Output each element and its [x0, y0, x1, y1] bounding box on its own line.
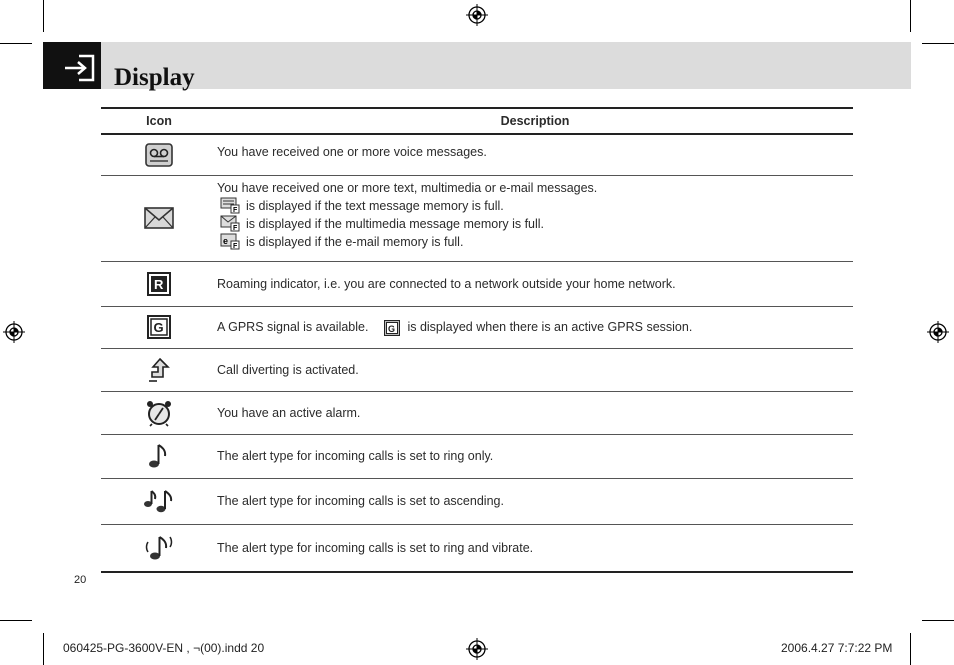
- status-icon-table: [101, 107, 853, 573]
- gprs-icon: [147, 315, 171, 339]
- gprs-active-icon: [384, 320, 400, 336]
- sub-item: [217, 215, 853, 233]
- ring-and-vibrate-icon: [144, 534, 174, 562]
- sub-item-text: is displayed if the text message memory is full.: [246, 198, 504, 213]
- svg-text:F: F: [233, 207, 238, 214]
- table-row: [101, 348, 853, 391]
- row-description: You have received one or more voice messages.: [217, 145, 487, 159]
- sub-item-text: is displayed if the multimedia message memory is full.: [246, 216, 545, 231]
- svg-text:e: e: [223, 236, 229, 246]
- svg-text:G: G: [153, 320, 164, 335]
- table-row: [101, 261, 853, 306]
- enter-arrow-icon: [43, 42, 101, 89]
- svg-text:G: G: [387, 323, 395, 334]
- row-description: The alert type for incoming calls is set to ascending.: [217, 494, 504, 508]
- crop-mark: [922, 620, 954, 621]
- registration-mark-icon: [3, 321, 25, 343]
- page-title: Display: [114, 64, 195, 91]
- table-row: [101, 134, 853, 175]
- table-header-row: [101, 108, 853, 134]
- roaming-icon: [147, 272, 171, 296]
- ascending-ring-icon: [143, 487, 175, 515]
- crop-mark: [43, 0, 44, 32]
- row-description: You have received one or more text, multimedia or e-mail messages.: [217, 180, 598, 195]
- ring-only-icon: [147, 442, 171, 470]
- sub-item-text: is displayed if the e-mail memory is full.: [246, 234, 464, 249]
- svg-text:R: R: [154, 276, 164, 292]
- icon-column-header: Icon: [101, 108, 217, 134]
- table-row: [101, 434, 853, 478]
- crop-mark: [910, 633, 911, 665]
- row-description-extra: is displayed when there is an active GPRS session.: [407, 320, 693, 334]
- page-number: 20: [74, 574, 87, 586]
- voicemail-icon: [145, 142, 173, 168]
- call-divert-icon: [146, 357, 172, 383]
- crop-mark: [43, 633, 44, 665]
- row-description: A GPRS signal is available.: [217, 320, 369, 334]
- crop-mark: [0, 620, 32, 621]
- svg-text:F: F: [233, 225, 238, 232]
- registration-mark-icon: [466, 4, 488, 26]
- alarm-clock-icon: [145, 399, 173, 427]
- registration-mark-icon: [927, 321, 949, 343]
- table-row: [101, 306, 853, 348]
- envelope-icon: [144, 206, 174, 230]
- crop-mark: [0, 43, 32, 44]
- row-description: You have an active alarm.: [217, 405, 361, 420]
- registration-mark-icon: [466, 638, 488, 660]
- email-memory-full-icon: [220, 233, 240, 250]
- sub-item: [217, 233, 853, 251]
- table-row: [101, 478, 853, 524]
- row-description: Roaming indicator, i.e. you are connected to a network outside your home network.: [217, 276, 676, 291]
- table-row: [101, 524, 853, 572]
- multimedia-memory-full-icon: [220, 215, 240, 232]
- footer-timestamp: 2006.4.27 7:7:22 PM: [781, 641, 893, 655]
- table-row: [101, 391, 853, 434]
- footer-file-name: 060425-PG-3600V-EN , ¬(00).indd 20: [63, 641, 265, 655]
- table-row: [101, 175, 853, 261]
- row-description: The alert type for incoming calls is set to ring and vibrate.: [217, 540, 534, 555]
- text-memory-full-icon: [220, 197, 240, 214]
- sub-item: [217, 197, 853, 215]
- svg-text:F: F: [233, 243, 238, 250]
- crop-mark: [922, 43, 954, 44]
- section-header-icon-box: [43, 42, 101, 89]
- crop-mark: [910, 0, 911, 32]
- row-description: The alert type for incoming calls is set to ring only.: [217, 449, 494, 463]
- description-column-header: Description: [217, 108, 853, 134]
- row-description: Call diverting is activated.: [217, 362, 359, 377]
